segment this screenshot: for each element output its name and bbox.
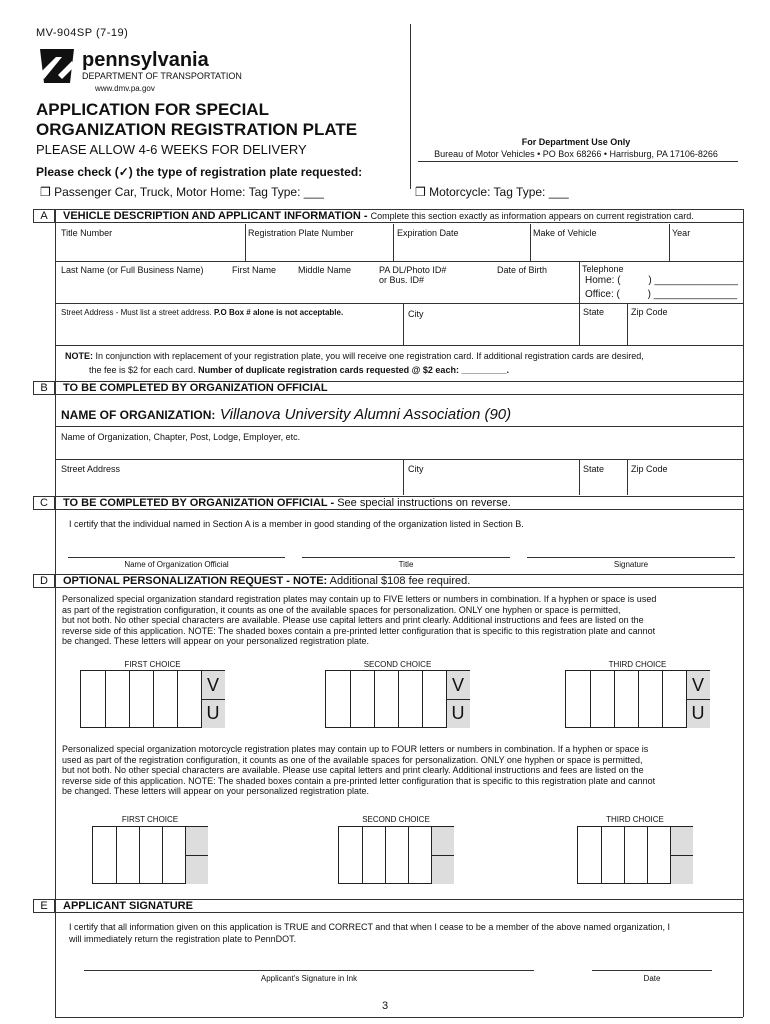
section-e-certify-1: I certify that all information given on this application is TRUE and CORRECT and that when I cease to be a member of the above named organization, I — [69, 922, 670, 932]
standard-plate-instructions — [62, 594, 656, 647]
section-d-note: Additional $108 fee required. — [329, 575, 471, 587]
official-title-caption: Title — [398, 560, 414, 569]
title-number-label: Title Number — [61, 228, 113, 238]
motorcycle-first-choice-label: FIRST CHOICE — [121, 815, 179, 824]
note-text-2: the fee is $2 for each card. — [89, 365, 196, 375]
standard-third-choice-label: THIRD CHOICE — [608, 660, 667, 669]
official-name-caption: Name of Organization Official — [124, 560, 229, 569]
dob-label: Date of Birth — [497, 265, 548, 275]
section-a-note: Complete this section exactly as information appears on current registration card. — [370, 211, 694, 221]
section-e-certify-2: will immediately return the registration plate to PennDOT. — [69, 934, 297, 944]
section-d-title: OPTIONAL PERSONALIZATION REQUEST - NOTE: — [63, 575, 328, 587]
official-signature-caption: Signature — [613, 560, 649, 569]
section-a-letter: A — [33, 209, 55, 223]
middle-name-label: Middle Name — [298, 265, 352, 275]
applicant-name-row — [55, 262, 743, 304]
standard-instr-1: Personalized special organization standard registration plates may contain up to FIVE letters or numbers in combination. If a hyphen or space is used — [62, 594, 657, 604]
motorcycle-third-choice-label: THIRD CHOICE — [606, 815, 664, 824]
telephone-label: Telephone — [582, 264, 624, 274]
official-signature-line[interactable] — [527, 557, 735, 558]
year-label: Year — [672, 228, 691, 238]
date-line[interactable] — [592, 970, 712, 971]
motorcycle-plate-instructions — [62, 744, 655, 797]
standard-first-choice-boxes[interactable] — [80, 670, 225, 728]
inner-left-border — [55, 209, 56, 1017]
standard-instr-2: as part of the registration configuration, it counts as one of the available spaces for personalization. ONLY one hyphen or space is permitted, — [62, 604, 621, 615]
standard-instr-4: reverse side of this application. NOTE: The shaded boxes contain a pre-printed letter configuration that is specific to this registration plate and cannot — [62, 625, 656, 636]
preprinted-v: V — [691, 675, 704, 695]
pa-dl-label-1: PA DL/Photo ID# — [379, 265, 447, 275]
preprinted-v: V — [451, 675, 464, 695]
vehicle-row — [55, 224, 743, 262]
preprinted-u: U — [206, 703, 220, 723]
org-address-row — [55, 459, 743, 495]
home-phone-field[interactable]: Home: ( ) _______________ — [585, 275, 738, 286]
preprinted-u: U — [691, 703, 705, 723]
section-e-letter: E — [33, 899, 55, 913]
header-divider — [410, 24, 411, 189]
street-address-note: Street Address - Must list a street address. — [61, 308, 212, 317]
make-of-vehicle-label: Make of Vehicle — [533, 228, 597, 238]
form-id: MV-904SP (7-19) — [36, 27, 129, 39]
motorcycle-first-choice-boxes[interactable] — [92, 826, 208, 884]
plate-type-prompt: Please check (✓) the type of registration plate requested: — [36, 165, 363, 179]
office-phone-field[interactable]: Office: ( ) _______________ — [585, 289, 738, 300]
section-c-certify: I certify that the individual named in Section A is a member in good standing of the organization listed in Section B. — [69, 519, 524, 529]
motorcycle-checkbox[interactable]: ❒ Motorcycle: Tag Type: ___ — [415, 185, 569, 199]
first-name-label: First Name — [232, 265, 277, 275]
applicant-signature-caption: Applicant's Signature in Ink — [260, 974, 358, 983]
pa-dl-label-2: or Bus. ID# — [379, 275, 425, 285]
org-name-caption: Name of Organization, Chapter, Post, Lodge, Employer, etc. — [61, 432, 301, 442]
standard-second-choice-boxes[interactable] — [325, 670, 470, 728]
registration-card-note — [65, 351, 644, 361]
standard-second-choice-label: SECOND CHOICE — [363, 660, 432, 669]
section-c-heading — [55, 496, 743, 510]
section-a-title: VEHICLE DESCRIPTION AND APPLICANT INFORMATION - — [63, 210, 368, 222]
city-label: City — [408, 309, 424, 319]
standard-third-choice-boxes[interactable] — [565, 670, 710, 728]
section-c-letter: C — [33, 496, 55, 510]
duplicate-cards-field[interactable]: Number of duplicate registration cards requested @ $2 each: _________. — [198, 365, 509, 375]
section-e-heading: APPLICANT SIGNATURE — [55, 899, 743, 913]
section-b-heading: TO BE COMPLETED BY ORGANIZATION OFFICIAL — [55, 381, 743, 395]
page-number: 3 — [381, 1000, 389, 1012]
motorcycle-instr-2: used as part of the registration configuration, it counts as one of the available spaces for personalization. ONLY one hyphen or space is permitted, — [62, 754, 643, 765]
passenger-checkbox[interactable]: ❒ Passenger Car, Truck, Motor Home: Tag Type: ___ — [40, 185, 324, 199]
right-border — [743, 209, 744, 1017]
org-state-label: State — [583, 464, 605, 474]
motorcycle-instr-3: but not both. No other special characters are available. Please use capital letters and print clearly. Additional instructions and fees are listed on the — [62, 765, 644, 775]
bottom-border — [55, 1017, 743, 1018]
expiration-date-label: Expiration Date — [397, 228, 459, 238]
section-c-title: TO BE COMPLETED BY ORGANIZATION OFFICIAL - — [63, 497, 335, 509]
preprinted-u: U — [451, 703, 465, 723]
org-street-label: Street Address — [61, 464, 121, 474]
motorcycle-instr-1: Personalized special organization motorcycle registration plates may contain up to FOUR letters or numbers in combination. If a hyphen or space is — [62, 744, 649, 754]
org-zip-label: Zip Code — [631, 464, 668, 474]
last-name-label: Last Name (or Full Business Name) — [61, 265, 204, 275]
official-title-line[interactable] — [302, 557, 510, 558]
org-name-row — [61, 406, 511, 424]
street-address-label — [61, 308, 343, 317]
dept-use-line — [418, 161, 738, 162]
motorcycle-third-choice-boxes[interactable] — [577, 826, 693, 884]
preprinted-v: V — [206, 675, 219, 695]
official-name-line[interactable] — [68, 557, 285, 558]
org-name-label: NAME OF ORGANIZATION: — [61, 408, 216, 422]
reg-plate-number-label: Registration Plate Number — [248, 228, 354, 238]
org-name-value[interactable]: Villanova University Alumni Association (90) — [219, 406, 512, 423]
dept-use-label: For Department Use Only — [521, 137, 631, 147]
standard-first-choice-label: FIRST CHOICE — [124, 660, 181, 669]
section-d-heading — [55, 574, 743, 588]
page-title-line1: APPLICATION FOR SPECIAL — [36, 100, 269, 119]
logo-department: DEPARTMENT OF TRANSPORTATION — [82, 71, 242, 81]
delivery-notice: PLEASE ALLOW 4-6 WEEKS FOR DELIVERY — [36, 142, 307, 157]
standard-instr-3: but not both. No other special characters are available. Please use capital letters and print clearly. Additional instructions and fees are listed on the — [62, 615, 644, 625]
motorcycle-instr-4: reverse side of this application. NOTE: The shaded boxes contain a pre-printed letter configuration that is specific to this registration plate and cannot — [62, 775, 656, 786]
applicant-signature-line[interactable] — [84, 970, 534, 971]
section-d-letter: D — [33, 574, 55, 588]
zip-label: Zip Code — [631, 307, 668, 317]
penndot-keystone-icon — [36, 45, 78, 87]
org-city-label: City — [408, 464, 424, 474]
note-text-1: In conjunction with replacement of your registration plate, you will receive one registration card. If additional registration cards are desired, — [95, 351, 644, 361]
date-caption: Date — [643, 974, 661, 983]
applicant-address-row — [55, 304, 743, 346]
state-label: State — [583, 307, 605, 317]
section-c-note: See special instructions on reverse. — [337, 497, 511, 509]
section-b-letter: B — [33, 381, 55, 395]
website: www.dmv.pa.gov — [95, 84, 155, 93]
motorcycle-second-choice-label: SECOND CHOICE — [362, 815, 430, 824]
standard-instr-5: be changed. These letters will appear on your personalized registration plate. — [62, 636, 370, 646]
page-title-line2: ORGANIZATION REGISTRATION PLATE — [36, 120, 358, 139]
section-a-heading — [55, 209, 743, 223]
registration-card-note-2 — [89, 365, 509, 375]
logo-pennsylvania: pennsylvania — [82, 49, 209, 71]
motorcycle-instr-5: be changed. These letters will appear on your personalized registration plate. — [62, 786, 370, 796]
note-label: NOTE: — [65, 351, 93, 361]
bureau-address: Bureau of Motor Vehicles • PO Box 68266 • Harrisburg, PA 17106-8266 — [434, 149, 718, 159]
po-box-warning: P.O Box # alone is not acceptable. — [213, 308, 344, 317]
motorcycle-second-choice-boxes[interactable] — [338, 826, 454, 884]
